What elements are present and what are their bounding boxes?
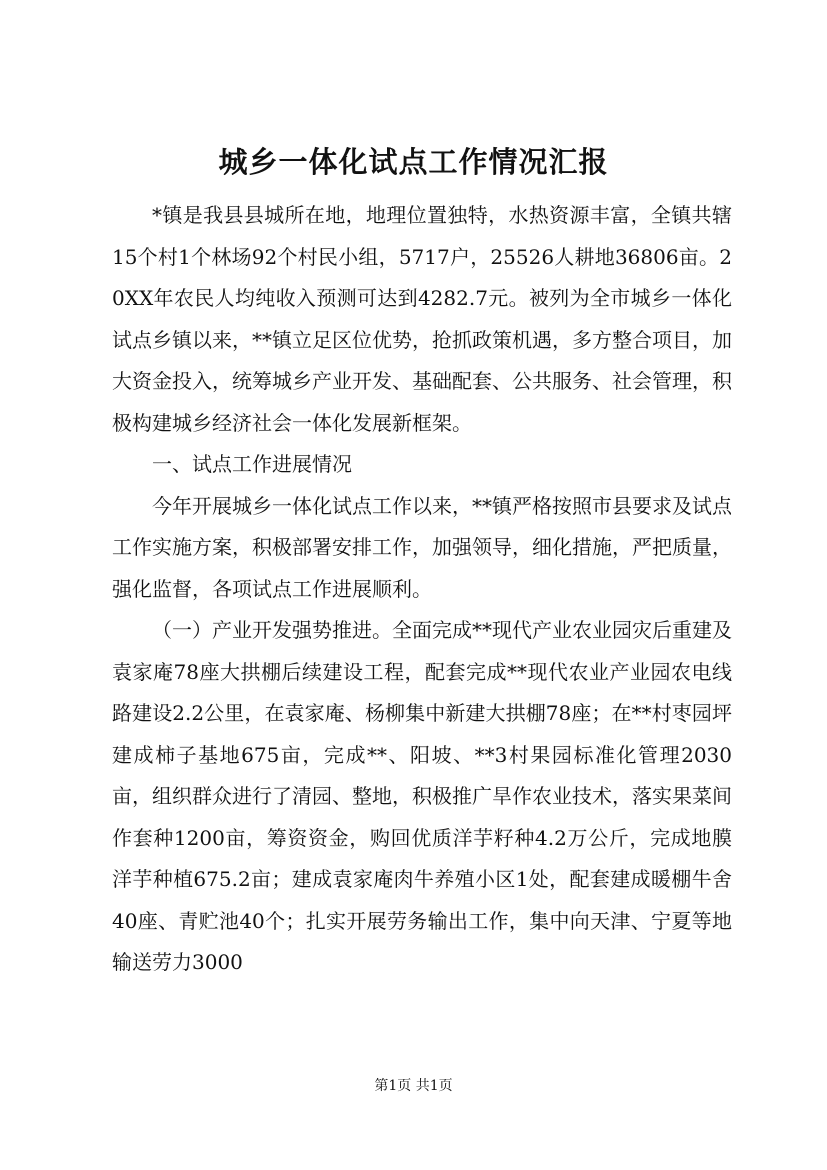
section-heading-progress: 一、试点工作进展情况: [152, 452, 352, 476]
document-body: [112, 195, 732, 984]
paragraph-intro: *镇是我县县城所在地，地理位置独特，水热资源丰富，全镇共辖15个村1个林场92个村民小组，5717户，25526人耕地36806亩。20XX年农民人均纯收入预测可达到4282.7元。被列为全市城乡一体化试点乡镇以来，**镇立足区位优势，抢抓政策机遇，多方整合项目，加大资金投入，统筹城乡产业开发、基础配套、公共服务、社会管理，积极构建城乡经济社会一体化发展新框架。: [112, 203, 732, 435]
document-title: 城乡一体化试点工作情况汇报: [218, 145, 609, 179]
page-number: 第1页 共1页: [374, 1078, 453, 1094]
paragraph-progress-summary: 今年开展城乡一体化试点工作以来，**镇严格按照市县要求及试点工作实施方案，积极部署安排工作，加强领导，细化措施，严把质量，强化监督，各项试点工作进展顺利。: [112, 493, 732, 601]
paragraph-industry-development: （一）产业开发强势推进。全面完成**现代产业农业园灾后重建及袁家庵78座大拱棚后续建设工程，配套完成**现代农业产业园农电线路建设2.2公里，在袁家庵、杨柳集中新建大拱棚78座；在**村枣园坪建成柿子基地675亩，完成**、阳坡、**3村果园标准化管理2030亩，组织群众进行了清园、整地，积极推广旱作农业技术，落实果菜间作套种1200亩，筹资资金，购回优质洋芋籽种4.2万公斤，完成地膜洋芋种植675.2亩；建成袁家庵肉牛养殖小区1处，配套建成暖棚牛舍40座、青贮池40个；扎实开展劳务输出工作，集中向天津、宁夏等地输送劳力3000: [112, 618, 732, 974]
